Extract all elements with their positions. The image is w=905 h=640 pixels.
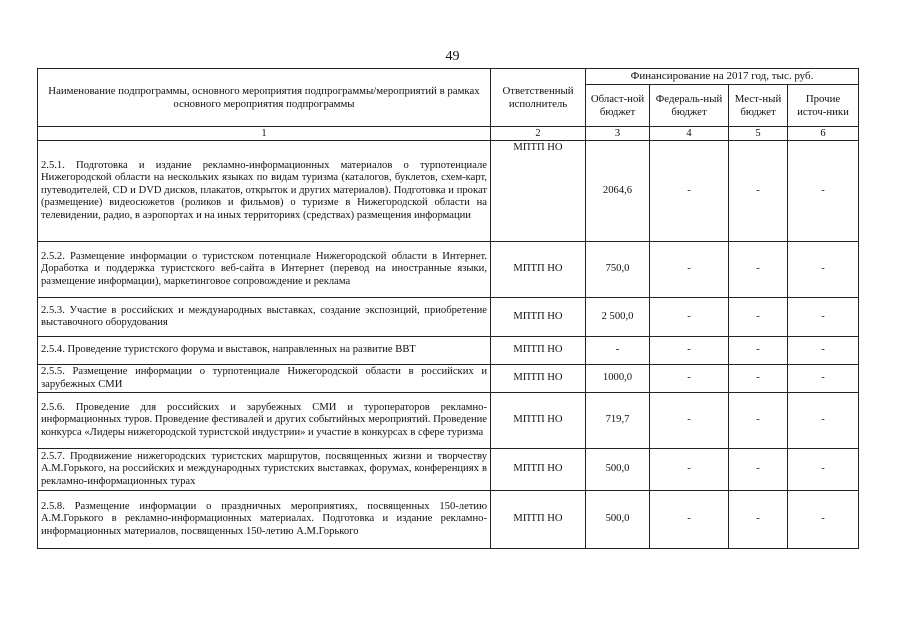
- row-local: -: [729, 491, 788, 549]
- row-regional: 1000,0: [586, 365, 650, 393]
- row-federal: -: [650, 491, 729, 549]
- row-other: -: [788, 491, 859, 549]
- table-row: [38, 298, 859, 337]
- row-regional: 750,0: [586, 242, 650, 298]
- row-other: -: [788, 365, 859, 393]
- column-number: 3: [586, 127, 650, 141]
- row-federal: -: [650, 449, 729, 491]
- header-executor-column: Ответственный исполнитель: [491, 69, 586, 127]
- row-federal: -: [650, 242, 729, 298]
- header-regional-budget: Област-ной бюджет: [586, 85, 650, 127]
- row-other: -: [788, 449, 859, 491]
- financing-table: [37, 68, 859, 549]
- table-row: [38, 393, 859, 449]
- column-number: 1: [38, 127, 491, 141]
- row-executor: МПТП НО: [491, 365, 586, 393]
- row-federal: -: [650, 365, 729, 393]
- row-other: -: [788, 298, 859, 337]
- row-local: -: [729, 449, 788, 491]
- row-executor: МПТП НО: [491, 141, 586, 242]
- row-regional: 2064,6: [586, 141, 650, 242]
- page-number: 49: [445, 49, 460, 64]
- row-executor: МПТП НО: [491, 449, 586, 491]
- row-name: 2.5.3. Участие в российских и международных выставках, создание экспозиций, приобретение выставочного оборудования: [38, 298, 491, 337]
- table-row: [38, 141, 859, 242]
- row-executor: МПТП НО: [491, 298, 586, 337]
- row-other: -: [788, 242, 859, 298]
- header-other-sources: Прочие источ-ники: [788, 85, 859, 127]
- row-local: -: [729, 337, 788, 365]
- row-local: -: [729, 298, 788, 337]
- row-name: 2.5.1. Подготовка и издание рекламно-информационных материалов о турпотенциале Нижегородской области на нескольких языках по видам туризма (каталогов, буклетов, схем-карт, путеводителей, CD и DVD дисков, плакатов, открыток и других материалов). Подготовка и прокат (размещение) видеосюжетов (роликов и фильмов) о туризме в Нижегородской области на телевидении, радио, в аэропортах и на иных территориях (средствах) размещения информации: [38, 141, 491, 242]
- row-name: 2.5.6. Проведение для российских и зарубежных СМИ и туроператоров рекламно-информационных туров. Проведение фестивалей и других событийных мероприятий. Проведение конкурса «Лидеры нижегородской туристской индустрии» и участие в конкурсах в сфере туризма: [38, 393, 491, 449]
- header-name-column: Наименование подпрограммы, основного мероприятия подпрограммы/мероприятий в рамках основного мероприятия подпрограммы: [38, 69, 491, 127]
- row-regional: 719,7: [586, 393, 650, 449]
- header-local-budget: Мест-ный бюджет: [729, 85, 788, 127]
- header-federal-budget: Федераль-ный бюджет: [650, 85, 729, 127]
- row-name: 2.5.4. Проведение туристского форума и выставок, направленных на развитие ВВТ: [38, 337, 491, 365]
- row-federal: -: [650, 337, 729, 365]
- row-name: 2.5.5. Размещение информации о турпотенциале Нижегородской области в российских и зарубежных СМИ: [38, 365, 491, 393]
- column-number: 4: [650, 127, 729, 141]
- column-number: 2: [491, 127, 586, 141]
- row-executor: МПТП НО: [491, 242, 586, 298]
- row-regional: -: [586, 337, 650, 365]
- row-executor: МПТП НО: [491, 337, 586, 365]
- row-local: -: [729, 365, 788, 393]
- row-name: 2.5.7. Продвижение нижегородских туристских маршрутов, посвященных жизни и творчеству А.М.Горького, на российских и международных туристских выставках, форумах, конференциях в рекламно-информационных турах: [38, 449, 491, 491]
- row-name: 2.5.2. Размещение информации о туристском потенциале Нижегородской области в Интернет. Доработка и поддержка туристского веб-сайта в Интернет (перевод на иностранные языки, размещение информации), маркетинговое сопровождение и реклама: [38, 242, 491, 298]
- row-other: -: [788, 141, 859, 242]
- row-executor: МПТП НО: [491, 491, 586, 549]
- row-other: -: [788, 393, 859, 449]
- column-number: 6: [788, 127, 859, 141]
- row-regional: 500,0: [586, 449, 650, 491]
- table-row: [38, 337, 859, 365]
- row-federal: -: [650, 141, 729, 242]
- row-other: -: [788, 337, 859, 365]
- table-row: [38, 491, 859, 549]
- row-executor: МПТП НО: [491, 393, 586, 449]
- table-row: [38, 242, 859, 298]
- row-federal: -: [650, 393, 729, 449]
- row-regional: 500,0: [586, 491, 650, 549]
- column-number: 5: [729, 127, 788, 141]
- row-regional: 2 500,0: [586, 298, 650, 337]
- row-local: -: [729, 393, 788, 449]
- table-row: [38, 365, 859, 393]
- row-local: -: [729, 242, 788, 298]
- row-federal: -: [650, 298, 729, 337]
- header-financing: Финансирование на 2017 год, тыс. руб.: [586, 69, 859, 85]
- row-name: 2.5.8. Размещение информации о праздничных мероприятиях, посвященных 150-летию А.М.Горького в рекламно-информационных материалах. Подготовка и издание рекламно-информационных материалов, посвященных 150-летию А.М.Горького: [38, 491, 491, 549]
- row-local: -: [729, 141, 788, 242]
- table-row: [38, 449, 859, 491]
